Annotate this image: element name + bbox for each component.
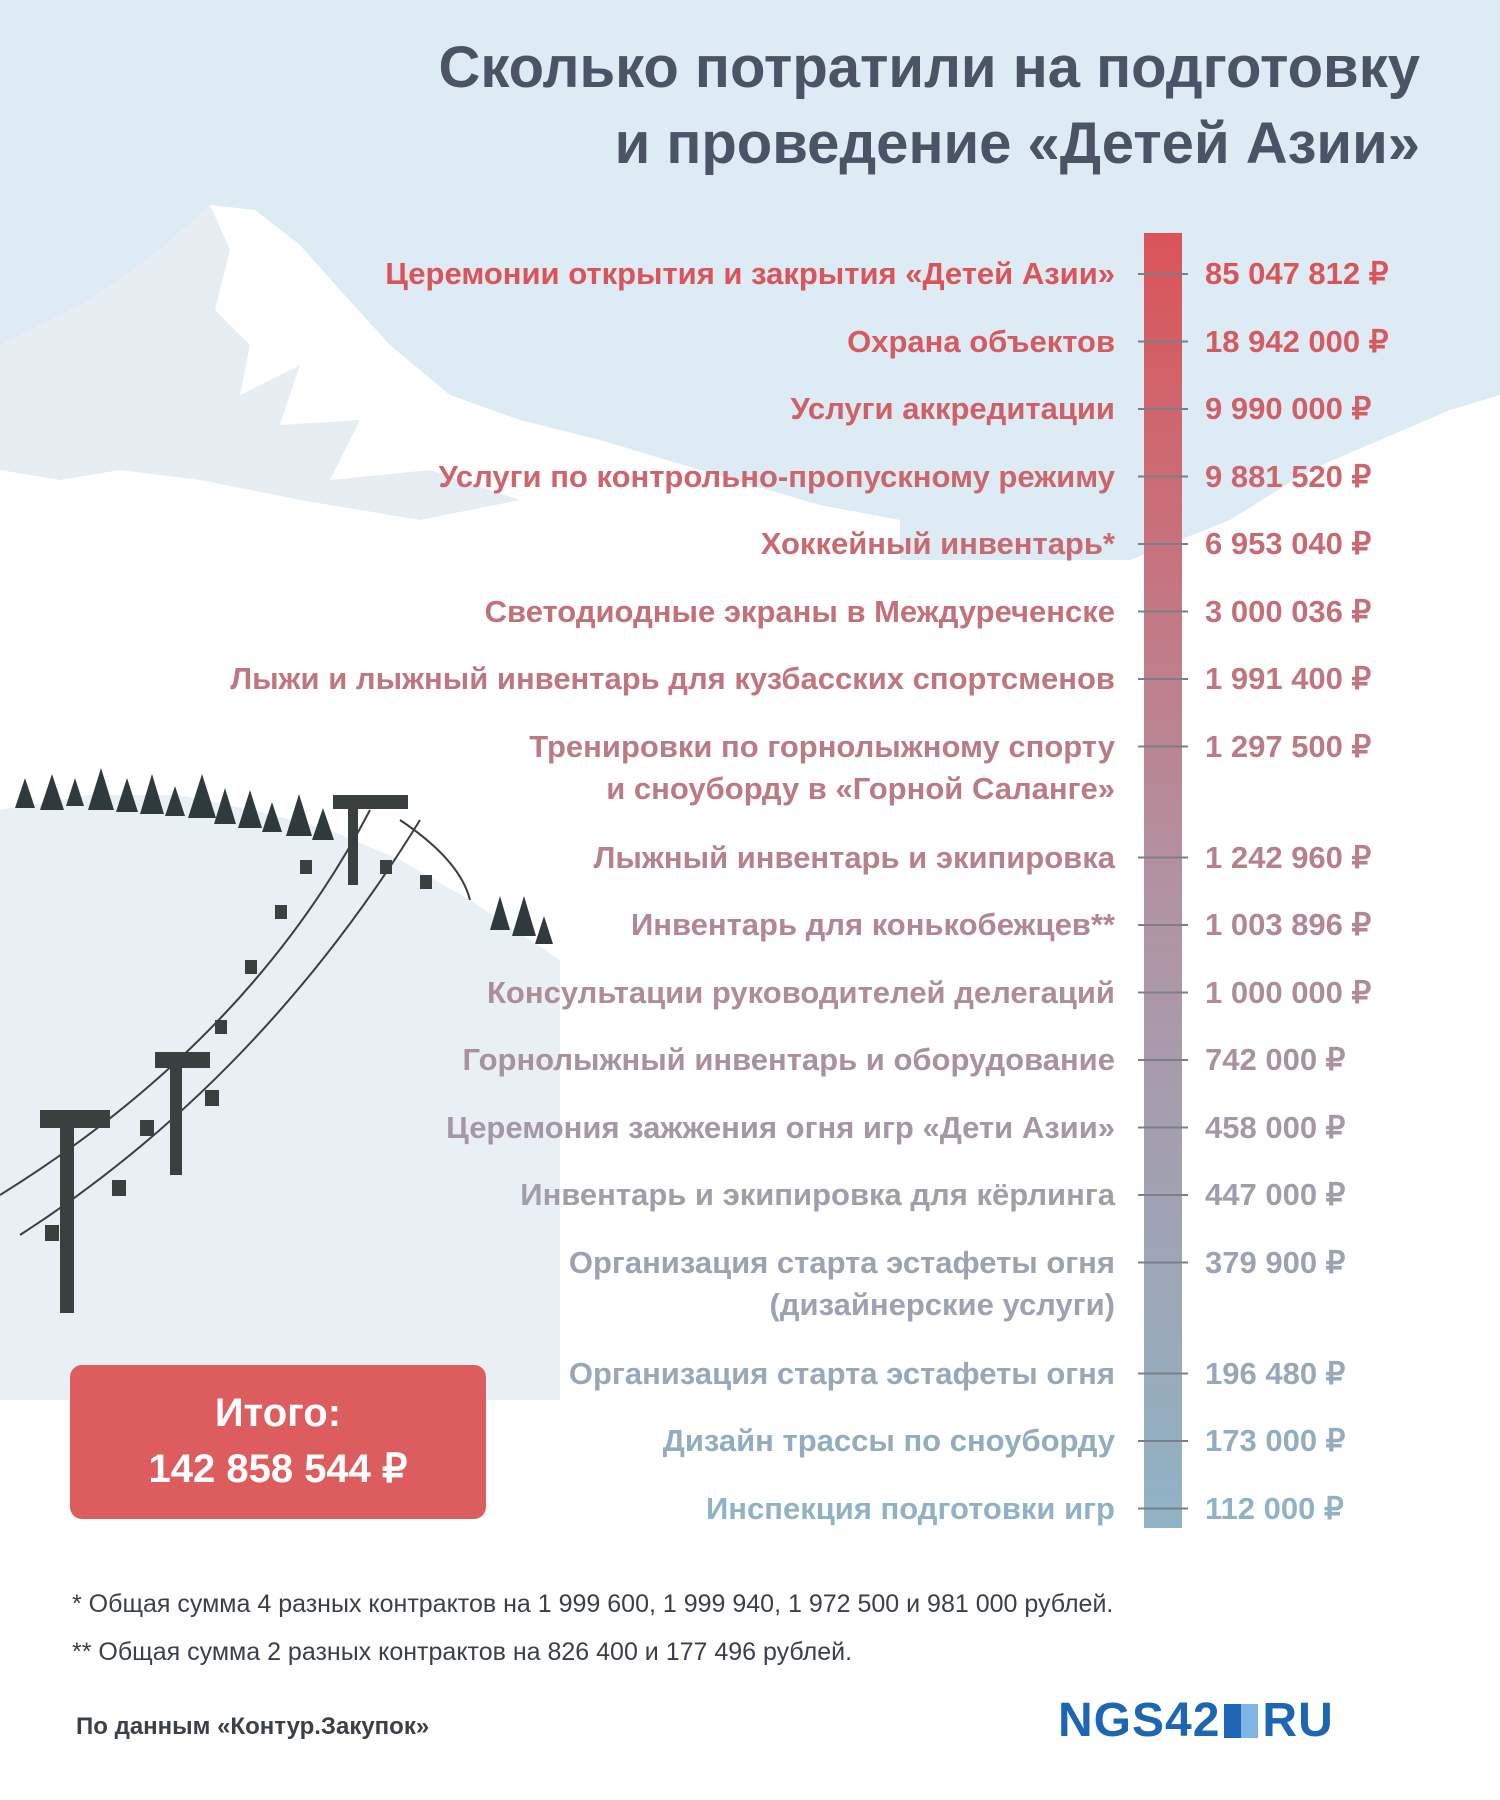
value-label: 9 990 000 ₽ xyxy=(1205,391,1372,426)
category-label: Светодиодные экраны в Междуреченске xyxy=(484,593,1115,629)
logo-square-icon xyxy=(1224,1704,1258,1738)
value-label: 85 047 812 ₽ xyxy=(1205,256,1389,291)
category-label: Организация старта эстафеты огня xyxy=(568,1355,1115,1391)
category-label: Церемония зажжения огня игр «Дети Азии» xyxy=(446,1109,1115,1145)
value-label: 1 003 896 ₽ xyxy=(1205,907,1372,942)
category-label: Лыжный инвентарь и экипировка xyxy=(593,839,1115,875)
value-label: 379 900 ₽ xyxy=(1205,1244,1346,1280)
ngs42-logo xyxy=(1058,1693,1334,1748)
footnote-2: ** Общая сумма 2 разных контрактов на 826 400 и 177 496 рублей. xyxy=(72,1638,853,1666)
value-label: 3 000 036 ₽ xyxy=(1205,593,1372,629)
category-label: Инвентарь для конькобежцев** xyxy=(630,907,1115,942)
category-label: Церемонии открытия и закрытия «Детей Азии» xyxy=(385,256,1115,291)
category-label: Услуги аккредитации xyxy=(790,391,1115,426)
value-label: 447 000 ₽ xyxy=(1205,1177,1346,1212)
logo-text: NGS42 xyxy=(1058,1694,1221,1747)
footnote-1: * Общая сумма 4 разных контрактов на 1 999 600, 1 999 940, 1 972 500 и 981 000 рублей. xyxy=(72,1590,1114,1618)
category-label: Охрана объектов xyxy=(847,323,1115,359)
category-label: Консультации руководителей делегаций xyxy=(487,974,1115,1010)
source-credit: По данным «Контур.Закупок» xyxy=(76,1713,430,1740)
title-line-1: Сколько потратили на подготовку xyxy=(438,35,1420,100)
value-label: 9 881 520 ₽ xyxy=(1205,458,1372,494)
category-label: Инвентарь и экипировка для кёрлинга xyxy=(520,1177,1115,1212)
category-label: Инспекция подготовки игр xyxy=(706,1490,1115,1526)
title-line-2: и проведение «Детей Азии» xyxy=(614,111,1420,176)
category-label: Услуги по контрольно-пропускному режиму xyxy=(438,458,1115,494)
category-label: Хоккейный инвентарь* xyxy=(760,526,1115,561)
value-label: 1 991 400 ₽ xyxy=(1205,661,1372,696)
value-label: 6 953 040 ₽ xyxy=(1205,526,1372,561)
value-label: 18 942 000 ₽ xyxy=(1205,323,1389,359)
category-label: Дизайн трассы по сноуборду xyxy=(662,1423,1115,1458)
total-label: Итого: xyxy=(214,1391,342,1435)
category-label: Тренировки по горнолыжному спорту и сноуборду в «Горной Саланге» xyxy=(529,728,1115,806)
value-label: 1 000 000 ₽ xyxy=(1205,974,1372,1010)
category-label: Лыжи и лыжный инвентарь для кузбасских спортсменов xyxy=(230,661,1115,696)
category-label: Организация старта эстафеты огня (дизайнерские услуги) xyxy=(568,1244,1115,1322)
logo-suffix: RU xyxy=(1262,1694,1334,1747)
total-box xyxy=(70,1365,486,1519)
category-label: Горнолыжный инвентарь и оборудование xyxy=(462,1042,1115,1077)
value-label: 1 297 500 ₽ xyxy=(1205,728,1372,764)
value-label: 173 000 ₽ xyxy=(1205,1423,1346,1458)
value-label: 458 000 ₽ xyxy=(1205,1109,1346,1145)
value-label: 196 480 ₽ xyxy=(1205,1355,1346,1391)
value-label: 742 000 ₽ xyxy=(1205,1042,1346,1077)
total-value: 142 858 544 ₽ xyxy=(148,1447,408,1491)
value-label: 1 242 960 ₽ xyxy=(1205,839,1372,875)
value-label: 112 000 ₽ xyxy=(1205,1490,1344,1526)
